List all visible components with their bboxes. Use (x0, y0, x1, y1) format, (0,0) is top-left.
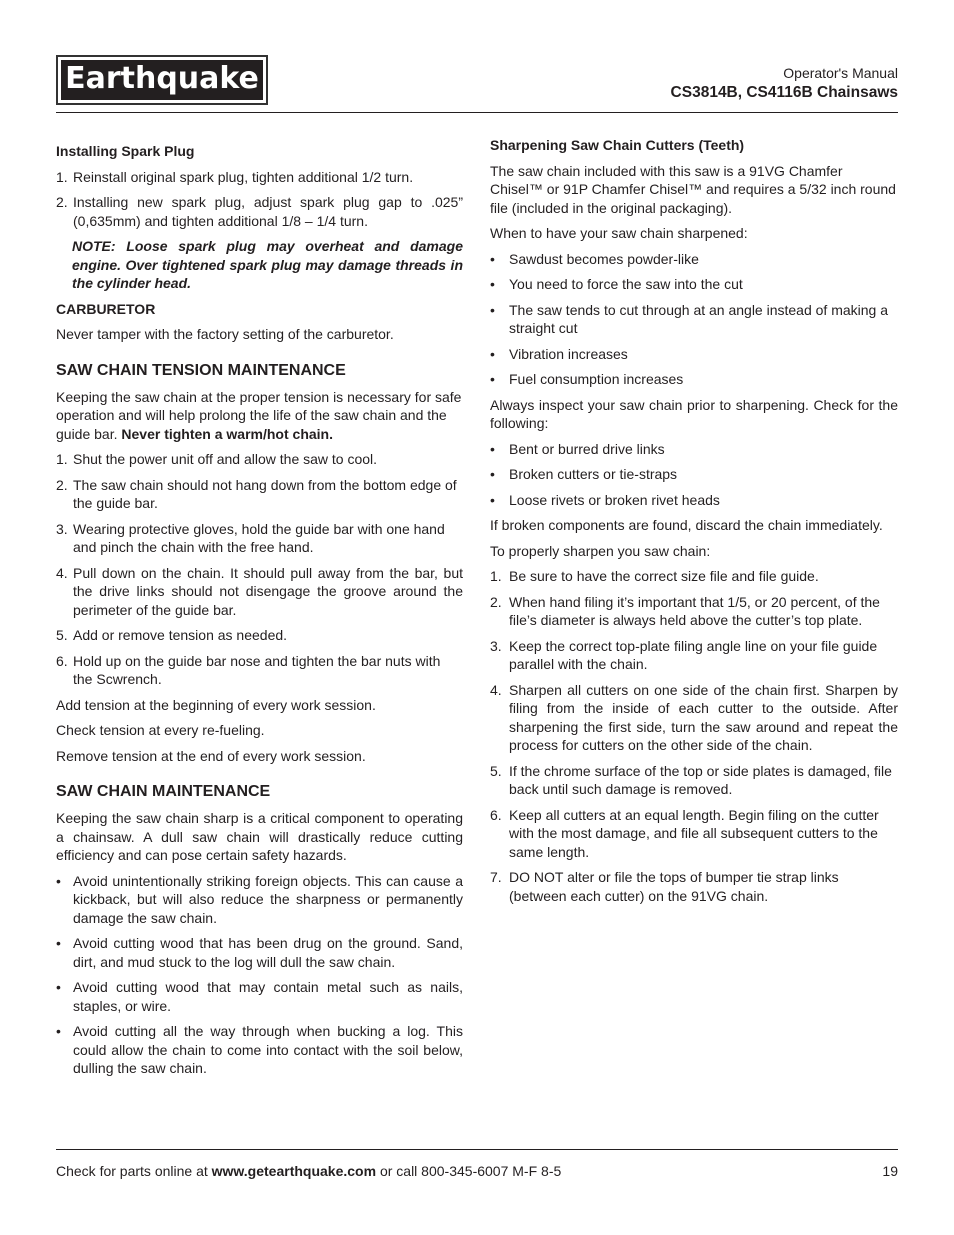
step-number: 1. (490, 568, 502, 584)
bullet-text: You need to force the saw into the cut (509, 276, 743, 292)
bullet: • (490, 491, 495, 508)
list-item (490, 762, 898, 799)
step-number: 4. (490, 681, 502, 698)
header-divider (56, 112, 898, 113)
bullet: • (490, 466, 495, 482)
carburetor-text: Never tamper with the factory setting of the carburetor. (56, 326, 394, 342)
carburetor-heading: CARBURETOR (56, 300, 156, 317)
list-item (56, 934, 463, 971)
step-number: 6. (490, 806, 502, 823)
bullet-text: Loose rivets or broken rivet heads (509, 491, 720, 508)
step-number: 4. (56, 564, 68, 581)
logo-text: Earthquake (61, 60, 263, 100)
tension-intro (56, 388, 463, 444)
step-text: The saw chain should not hang down from the bottom edge of the guide bar. (73, 476, 457, 511)
when-text: When to have your saw chain sharpened: (490, 225, 748, 241)
step-number: 2. (56, 476, 68, 493)
step-number: 2. (56, 194, 68, 210)
list-item (56, 520, 463, 557)
list-item (56, 168, 463, 187)
step-text: Add or remove tension as needed. (73, 627, 288, 643)
step-text: If the chrome surface of the top or side plates is damaged, file back until such damage is removed. (509, 762, 892, 797)
bullet: • (490, 276, 495, 292)
list-item (490, 567, 898, 586)
list-item (490, 301, 898, 338)
properly-text: To properly sharpen you saw chain: (490, 542, 711, 559)
list-item (490, 465, 898, 484)
bullet-text: Vibration increases (509, 345, 628, 362)
list-item (490, 440, 898, 459)
list-item (56, 476, 463, 513)
tension-heading: SAW CHAIN TENSION MAINTENANCE (56, 361, 346, 379)
chain-intro: Keeping the saw chain sharp is a critical component to operating a chainsaw. A dull saw chain will drastically reduce cutting efficiency and can pose certain safety hazards. (56, 810, 463, 863)
tension-warning: Never tighten a warm/hot chain. (121, 425, 333, 442)
spark-plug-note: NOTE: Loose spark plug may overheat and damage engine. Over tightened spark plug may damage threads in the cylinder head. (72, 238, 463, 291)
step-number: 7. (490, 869, 502, 885)
website-link[interactable]: www.getearthquake.com (211, 1163, 377, 1179)
footer-phone: or call 800-345-6007 M-F 8-5 (376, 1163, 562, 1179)
step-text: Sharpen all cutters on one side of the chain first. Sharpen by filing from the inside of each cutter to the outside. After sharpening the first side, turn the saw around and repeat the process for cutters on the other side of the chain. (509, 681, 898, 753)
step-number: 3. (490, 637, 502, 654)
step-text: Keep all cutters at an equal length. Begin filing on the cutter with the most damage, and file all subsequent cutters to the same length. (509, 806, 879, 860)
footer-contact (56, 1163, 561, 1179)
step-number: 2. (490, 593, 502, 610)
bullet-text: Avoid cutting wood that may contain metal such as nails, staples, or wire. (73, 979, 463, 1014)
tension-remove-text: Remove tension at the end of every work session. (56, 747, 366, 764)
step-text: Installing new spark plug, adjust spark plug gap to .025” (0,635mm) and tighten additional 1/8 – 1/4 turn. (73, 194, 463, 229)
bullet: • (56, 872, 61, 889)
footer-prefix: Check for parts online at (56, 1163, 212, 1179)
footer-divider (56, 1149, 898, 1150)
list-item (490, 868, 898, 905)
sharpening-heading: Sharpening Saw Chain Cutters (Teeth) (490, 137, 745, 153)
bullet: • (490, 250, 495, 267)
list-item (490, 806, 898, 862)
inspect-text: Always inspect your saw chain prior to sharpening. Check for the following: (490, 396, 898, 431)
list-item (56, 1022, 463, 1078)
bullet-text: Avoid cutting wood that has been drug on the ground. Sand, dirt, and mud stuck to the log will dull the saw chain. (73, 935, 463, 970)
step-number: 6. (56, 652, 68, 669)
page-number: 19 (882, 1163, 898, 1179)
list-item (490, 250, 898, 269)
list-item (490, 370, 898, 389)
bullet-text: Avoid cutting all the way through when bucking a log. This could allow the chain to come into contact with the soil below, dulling the saw chain. (73, 1023, 463, 1076)
tension-intro-text: Keeping the saw chain at the proper tension is necessary for safe operation and will help prolong the life of the saw chain and the guide bar. (56, 388, 462, 442)
list-item (56, 652, 463, 689)
bullet: • (56, 1023, 61, 1039)
list-item (490, 681, 898, 755)
bullet-text: The saw tends to cut through at an angle instead of making a straight cut (509, 301, 889, 336)
earthquake-logo (56, 55, 268, 105)
step-text: When hand filing it’s important that 1/5, or 20 percent, of the file’s diameter is always held above the cutter’s top plate. (509, 593, 880, 628)
tension-check-text: Check tension at every re-fueling. (56, 722, 265, 738)
bullet: • (490, 440, 495, 457)
list-item (56, 978, 463, 1015)
bullet: • (490, 371, 495, 387)
sharpening-intro: The saw chain included with this saw is a 91VG Chamfer Chisel™ or 91P Chamfer Chisel™ and requires a 5/32 inch round file (included in the original packaging). (490, 162, 896, 216)
bullet-text: Bent or burred drive links (509, 440, 665, 457)
bullet-text: Fuel consumption increases (509, 371, 684, 387)
step-text: Hold up on the guide bar nose and tighten the bar nuts with the Scwrench. (73, 652, 441, 687)
bullet: • (56, 935, 61, 951)
step-text: Shut the power unit off and allow the saw to cool. (73, 451, 378, 467)
document-header (671, 64, 898, 104)
step-text: Wearing protective gloves, hold the guide bar with one hand and pinch the chain with the free hand. (73, 520, 445, 555)
step-text: Keep the correct top-plate filing angle line on your file guide parallel with the chain. (509, 637, 878, 672)
tension-add-text: Add tension at the beginning of every work session. (56, 696, 376, 713)
inspect-bullets (490, 440, 898, 510)
step-number: 3. (56, 520, 68, 537)
bullet: • (490, 345, 495, 362)
bullet-text: Sawdust becomes powder-like (509, 250, 699, 267)
step-text: Pull down on the chain. It should pull away from the bar, but the drive links should not disengage the groove around the perimeter of the guide bar. (73, 564, 463, 618)
model-title: CS3814B, CS4116B Chainsaws (670, 84, 898, 101)
list-item (490, 345, 898, 364)
bullet: • (56, 979, 61, 995)
list-item (490, 491, 898, 510)
bullet: • (490, 301, 495, 318)
list-item (56, 193, 463, 230)
chain-maintenance-heading: SAW CHAIN MAINTENANCE (56, 783, 271, 800)
step-number: 5. (56, 627, 68, 643)
step-text: Be sure to have the correct size file and file guide. (509, 568, 819, 584)
step-text: Reinstall original spark plug, tighten additional 1/2 turn. (73, 168, 414, 185)
sharpening-steps (490, 567, 898, 905)
list-item (490, 275, 898, 294)
list-item (56, 626, 463, 645)
list-item (490, 637, 898, 674)
manual-label: Operator's Manual (783, 65, 898, 81)
step-number: 1. (56, 168, 68, 185)
bullet-text: Avoid unintentionally striking foreign objects. This can cause a kickback, but will also reduce the sharpness or permanently damage the saw chain. (73, 872, 463, 926)
list-item (56, 872, 463, 928)
list-item (56, 564, 463, 620)
broken-text: If broken components are found, discard the chain immediately. (490, 517, 883, 533)
spark-plug-steps (56, 168, 463, 231)
step-text: DO NOT alter or file the tops of bumper tie strap links (between each cutter) on the 91VG chain. (509, 869, 839, 904)
chain-bullets (56, 872, 463, 1078)
bullet-text: Broken cutters or tie-straps (509, 466, 678, 482)
when-bullets (490, 250, 898, 389)
right-column (490, 136, 898, 912)
step-number: 5. (490, 762, 502, 779)
spark-plug-heading: Installing Spark Plug (56, 143, 195, 159)
tension-steps (56, 450, 463, 689)
list-item (490, 593, 898, 630)
step-number: 1. (56, 451, 68, 467)
left-column (56, 142, 463, 1085)
list-item (56, 450, 463, 469)
